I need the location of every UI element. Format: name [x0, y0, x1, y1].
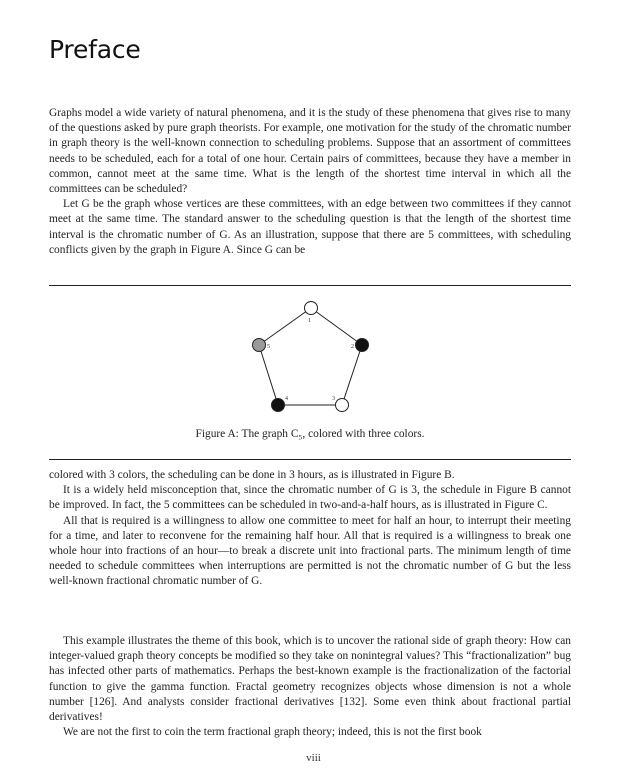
figure-caption: Figure A: The graph C₅, colored with three colors.	[195, 428, 425, 440]
intro-section	[49, 106, 571, 258]
figure-bottom-rule	[49, 459, 571, 460]
paragraph-intro: Graphs model a wide variety of natural phenomena, and it is the study of these phenomena that gives rise to many of the questions asked by pure graph theorists. For example, one motivation for the study of the chromatic number in graph theory is the well-known connection to scheduling problems. Suppose that an assortment of committees needs to be scheduled, each for a total of one hour. Certain pairs of committees, because they have a member in common, cannot meet at the same time. What is the length of the shortest time interval in which all the committees can be scheduled?	[49, 107, 571, 196]
paragraph-fractional: All that is required is a willingness to allow one committee to meet for half an hour, to interrupt their meeting for a time, and later to reconvene for the remaining half hour. All that is required is a willingness to break one whole hour into fractions of an hour—to break a discrete unit into fractional parts. The minimum length of time needed to schedule committees when interruptions are permitted is not the chromatic number of G but the less well-known fractional chromatic number of G.	[49, 514, 571, 588]
vertex-5	[253, 339, 266, 352]
edge-2-3	[342, 345, 362, 405]
paragraph-three-colors: colored with 3 colors, the scheduling can be done in 3 hours, as is illustrated in Figure B.	[49, 469, 455, 481]
theme-section	[49, 634, 571, 740]
vertex-label-5: 5	[267, 344, 270, 350]
figure-a	[49, 290, 571, 455]
vertex-2	[356, 339, 369, 352]
vertex-label-3: 3	[332, 396, 335, 402]
paragraph-misconception: It is a widely held misconception that, since the chromatic number of G is 3, the schedule in Figure B cannot be improved. In fact, the 5 committees can be scheduled in two-and-a-half hours, as is illustrated in Figure C.	[49, 484, 571, 512]
c5-graph	[49, 290, 571, 425]
vertex-label-2: 2	[351, 344, 354, 350]
vertex-3	[336, 399, 349, 412]
page-title: Preface	[49, 35, 141, 64]
vertex-label-1: 1	[308, 318, 311, 324]
paragraph-graph-definition: Let G be the graph whose vertices are these committees, with an edge between two committees if they cannot meet at the same time. The standard answer to the scheduling question is that the length of the shortest time interval is the chromatic number of G. As an illustration, suppose that there are 5 committees, with scheduling conflicts given by the graph in Figure A. Since G can be	[49, 198, 571, 256]
paragraph-first-book: We are not the first to coin the term fractional graph theory; indeed, this is not the first book	[63, 726, 482, 739]
scheduling-section	[49, 468, 571, 590]
vertex-label-4: 4	[285, 396, 288, 402]
page-number: viii	[306, 752, 321, 764]
vertex-1	[305, 302, 318, 315]
edge-4-5	[259, 345, 278, 405]
vertex-4	[272, 399, 285, 412]
paragraph-theme: This example illustrates the theme of this book, which is to uncover the rational side of graph theory: How can integer-valued graph theory concepts be modified so they take on nonintegral values? This “fractionalization” bug has infected other parts of mathematics. Perhaps the best-known example is the fractionalization of the factorial function to give the gamma function. Fractal geometry recognizes objects whose dimension is not a whole number [126]. And analysts consider fractional derivatives [132]. Some even think about fractional partial derivatives!	[49, 635, 571, 724]
edge-1-2	[311, 308, 362, 345]
edge-5-1	[259, 308, 311, 345]
figure-top-rule	[49, 285, 571, 286]
